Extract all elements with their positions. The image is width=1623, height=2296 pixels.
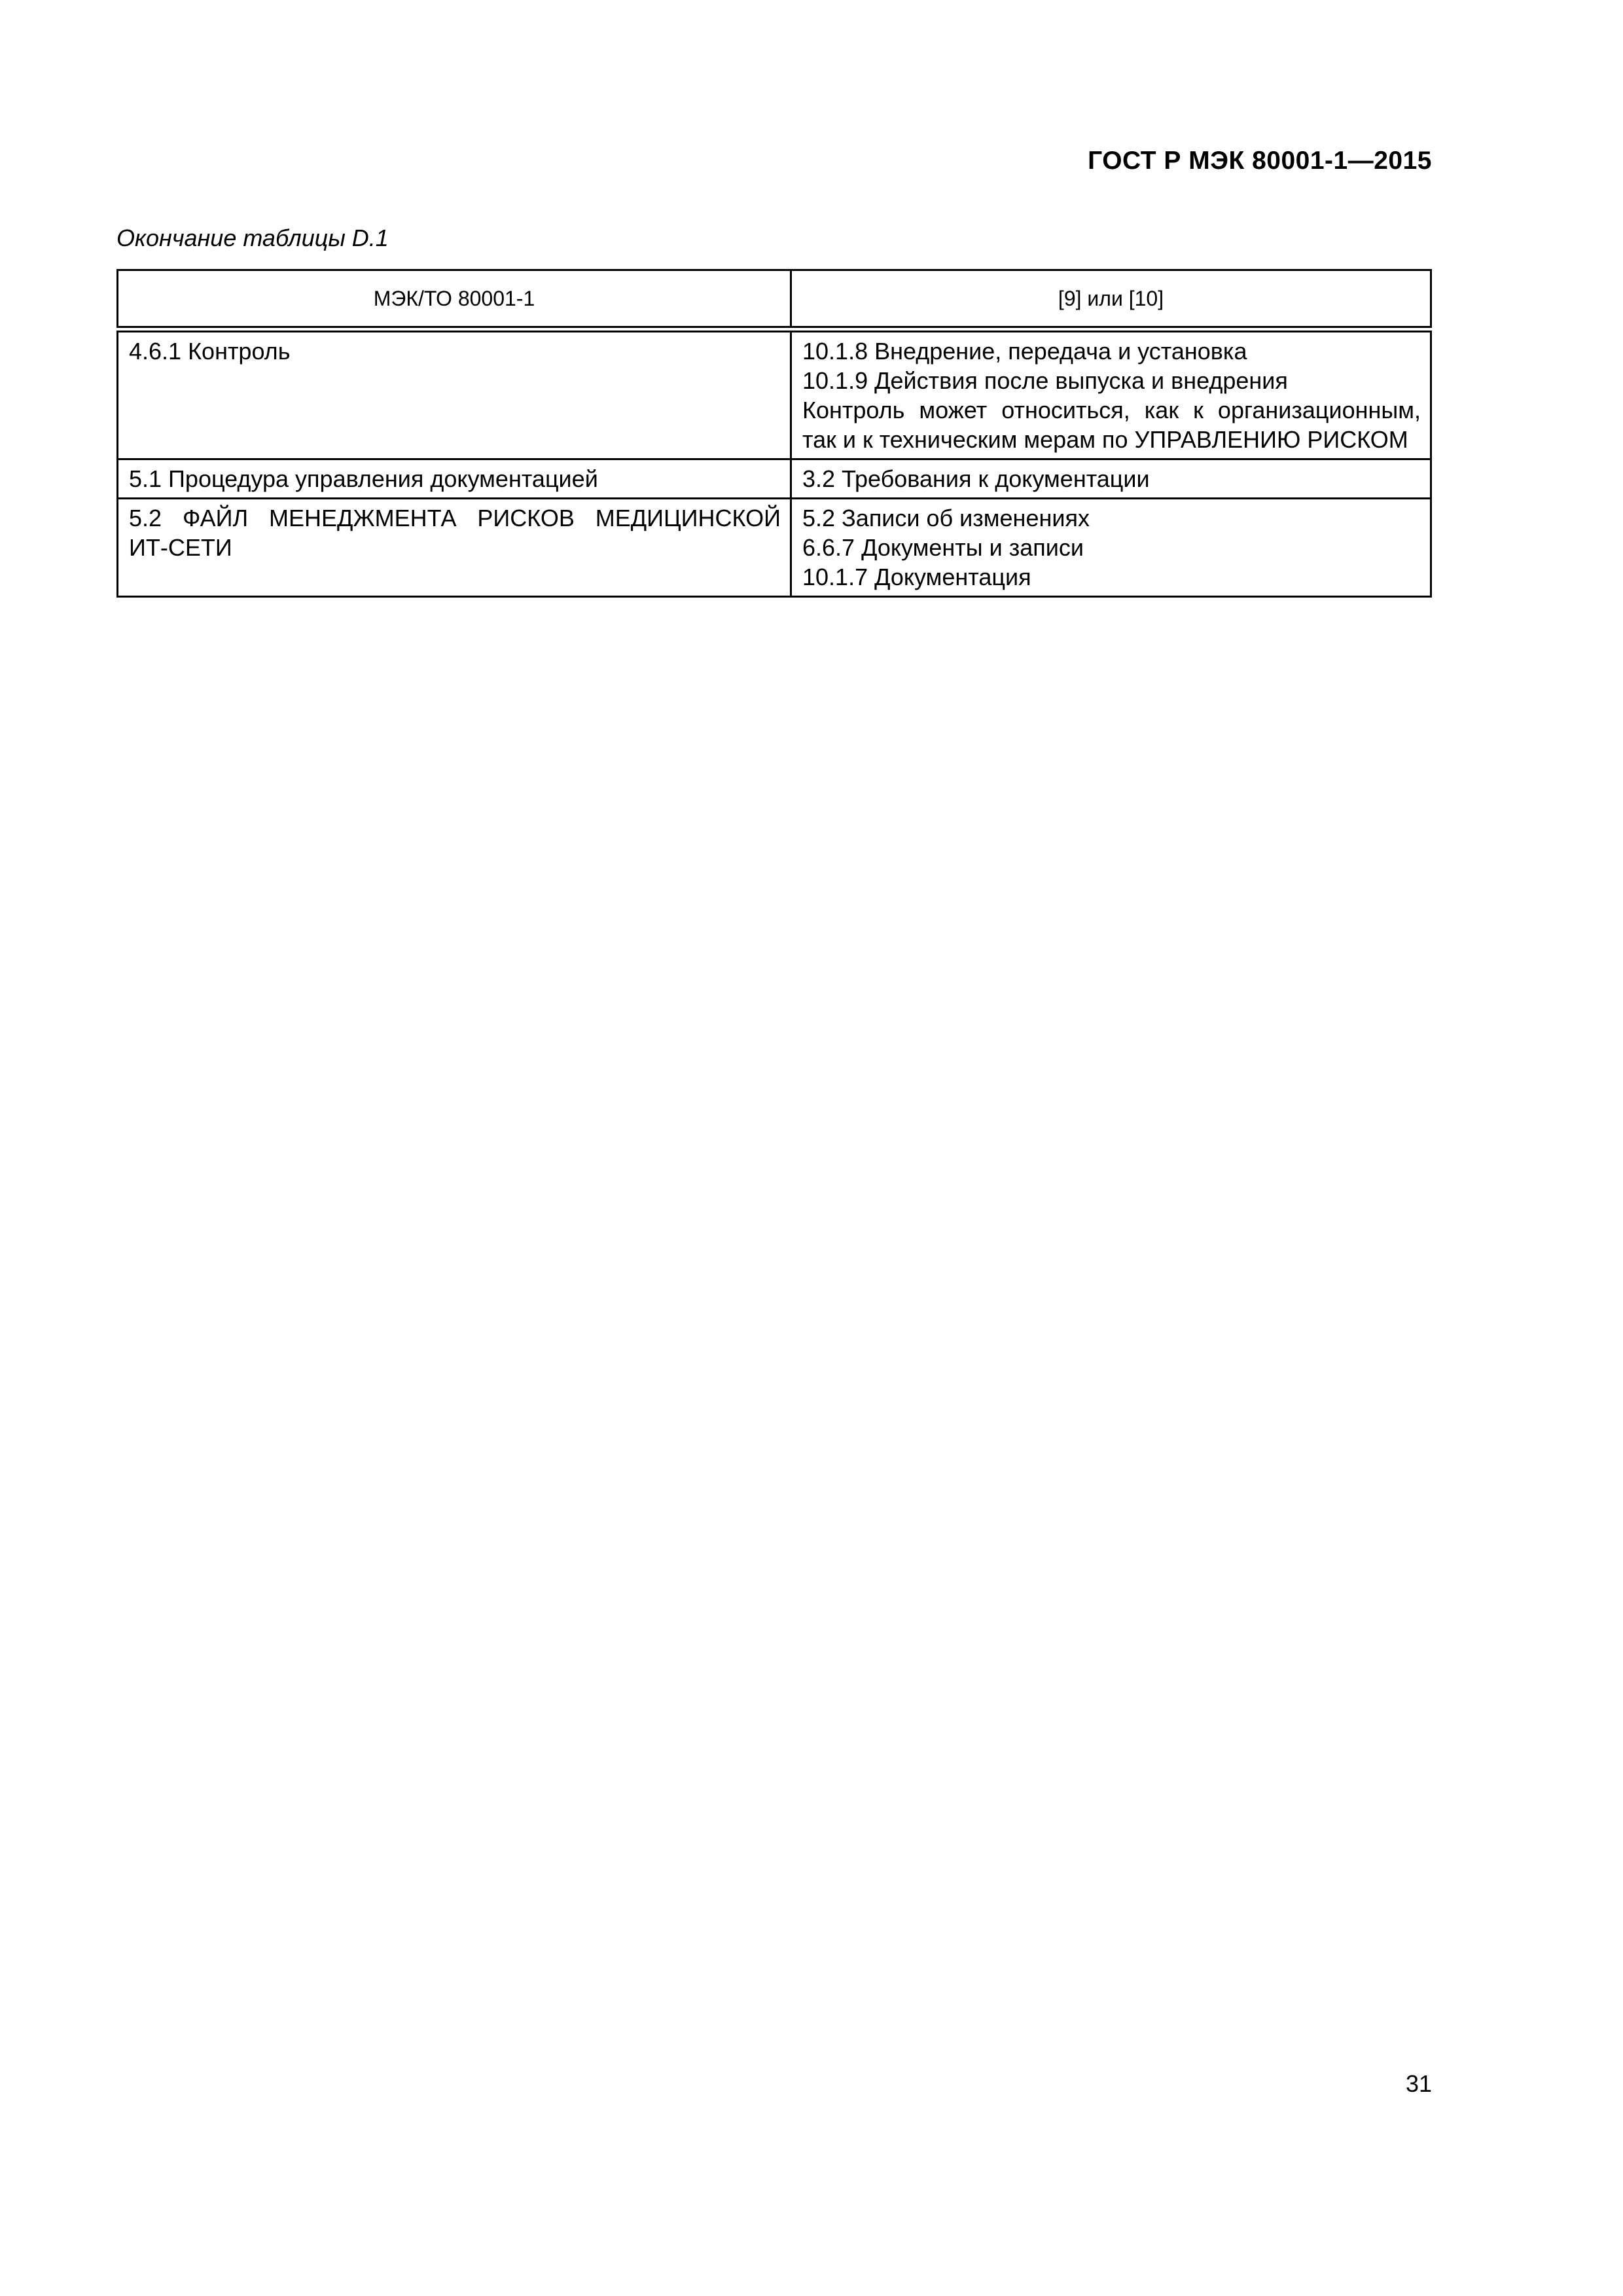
table-row [118,329,1431,459]
table-cell-right [791,329,1431,459]
cell-line: 10.1.9 Действия после выпуска и внедрения [802,367,1288,394]
cell-line: 3.2 Требования к документации [802,465,1150,492]
column-header-references: [9] или [10] [791,270,1431,330]
reference-table [116,269,1432,598]
table-cell-left [118,329,791,459]
table-header-row [118,270,1431,330]
cell-line: так и к техническим мерам по УПРАВЛЕНИЮ РИСКОМ [802,426,1408,453]
cell-line: 5.2 ФАЙЛ МЕНЕДЖМЕНТА РИСКОВ МЕДИЦИНСКОЙ [129,505,781,531]
table-cell-right [791,499,1431,597]
cell-line: 10.1.8 Внедрение, передача и установка [802,338,1247,365]
cell-line: 10.1.7 Документация [802,564,1031,590]
table-row [118,459,1431,499]
document-header: ГОСТ Р МЭК 80001-1—2015 [1088,147,1432,175]
table-caption: Окончание таблицы D.1 [116,224,389,251]
cell-line: 5.1 Процедура управления документацией [129,465,598,492]
cell-line: 4.6.1 Контроль [129,338,291,365]
table-cell-right [791,459,1431,499]
table-row [118,499,1431,597]
column-header-iec-tr: МЭК/ТО 80001-1 [118,270,791,330]
table-cell-left [118,499,791,597]
table-cell-left [118,459,791,499]
page-number: 31 [1405,2070,1432,2097]
cell-line: Контроль может относиться, как к организационным, [802,397,1421,423]
cell-line: ИТ-СЕТИ [129,534,232,561]
cell-line: 5.2 Записи об изменениях [802,505,1090,531]
cell-line: 6.6.7 Документы и записи [802,534,1084,561]
